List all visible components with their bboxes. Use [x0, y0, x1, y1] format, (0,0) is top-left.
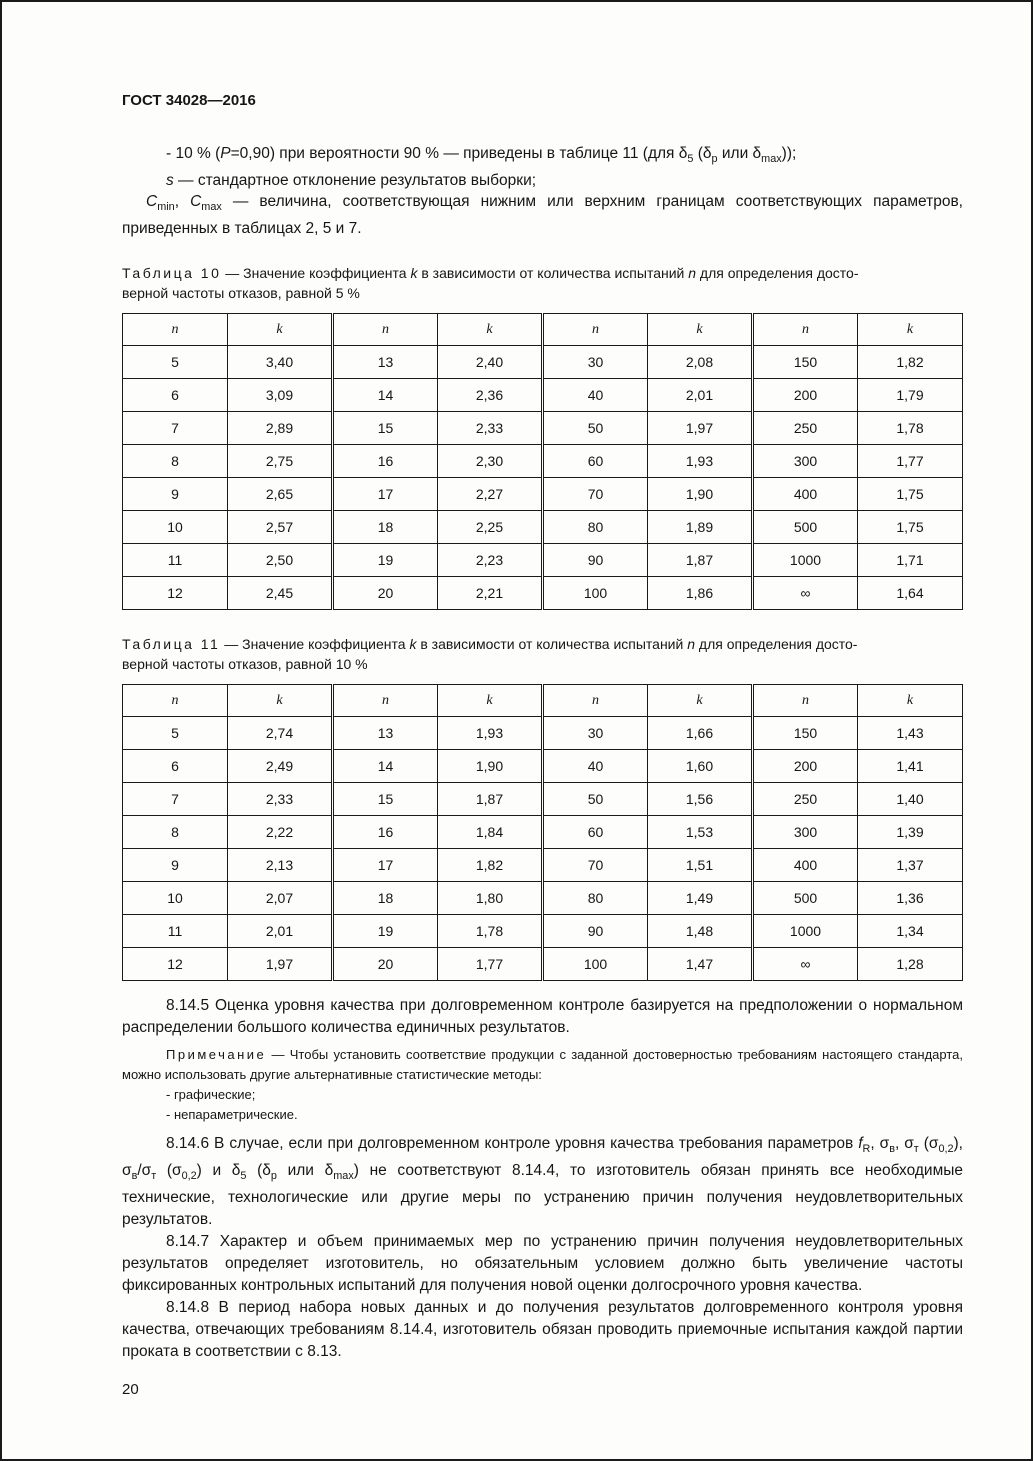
table-cell: 10 — [123, 882, 228, 915]
intro-line-probability: - 10 % (P=0,90) при вероятности 90 % — приведены в таблице 11 (для $\delta_5$ ($\delta_р$ или $\delta_{max}$)); — [166, 145, 797, 166]
table-cell: 1,93 — [438, 717, 543, 750]
table-cell: 2,33 — [228, 783, 333, 816]
column-header-cell: k — [648, 685, 753, 717]
paragraph-8-14-8: 8.14.8 В период набора новых данных и до получения результатов долговременного контроля уровня качества, отвечающих требованиям 8.14.4, изготовитель обязан проводить приемочные испытания каждой партии проката в соответствии с 8.13. — [122, 1299, 963, 1361]
table-cell: 150 — [753, 346, 858, 379]
page-content — [2, 2, 1031, 1398]
table-cell: 1,87 — [438, 783, 543, 816]
table-cell: 1,47 — [648, 948, 753, 981]
table-cell: 2,89 — [228, 412, 333, 445]
column-header-cell: k — [858, 685, 963, 717]
table-cell: 2,45 — [228, 577, 333, 610]
table-cell: 1,40 — [858, 783, 963, 816]
table-cell: 400 — [753, 478, 858, 511]
table-cell: 16 — [333, 445, 438, 478]
table-cell: 13 — [333, 346, 438, 379]
paragraph-8-14-6: 8.14.6 В случае, если при долговременном контроле уровня качества требования параметров $f_R$, $\sigma_в$, $\sigma_т$ $(\sigma_{0,2})$, $\sigma_в/\sigma_т$ $(\sigma_{0,2})$ и $\delta_5$ ($\delta_р$ или $\delta_{max}$) не соответствуют 8.14.4, то изготовитель обязан принять все необходимые технические, технологические или другие меры по устранению причин получения неудовлетворительных результатов. — [122, 1135, 963, 1229]
table-header-row — [123, 314, 963, 346]
table-cell: 6 — [123, 379, 228, 412]
column-header-cell: k — [228, 314, 333, 346]
table-cell: 19 — [333, 544, 438, 577]
column-header-cell: k — [438, 685, 543, 717]
table-cell: 2,33 — [438, 412, 543, 445]
table-cell: 19 — [333, 915, 438, 948]
table-cell: 40 — [543, 379, 648, 412]
table-cell: 2,57 — [228, 511, 333, 544]
column-header-cell: k — [438, 314, 543, 346]
table-cell: 60 — [543, 445, 648, 478]
table10-caption-text: — Значение коэффициента k в зависимости от количества испытаний n для определения досто- верной частоты отказов, равной 5 % — [122, 265, 859, 302]
intro-block — [122, 143, 963, 239]
table-cell: 1,39 — [858, 816, 963, 849]
note-label: Примечание — [166, 1047, 267, 1063]
table-cell: 90 — [543, 544, 648, 577]
column-header-cell: n — [123, 685, 228, 717]
table-cell: 2,23 — [438, 544, 543, 577]
table-cell: 2,49 — [228, 750, 333, 783]
table-cell: 1,64 — [858, 577, 963, 610]
table-cell: 2,30 — [438, 445, 543, 478]
table-cell: 1,60 — [648, 750, 753, 783]
note-paragraph — [122, 1045, 963, 1085]
table-cell: 2,36 — [438, 379, 543, 412]
intro-line-deviation: s — стандартное отклонение результатов выборки; — [166, 172, 537, 190]
table11 — [122, 684, 963, 981]
table-row — [123, 445, 963, 478]
table-cell: 1000 — [753, 544, 858, 577]
table-cell: 1,34 — [858, 915, 963, 948]
table-cell: 150 — [753, 717, 858, 750]
table-cell: 1,43 — [858, 717, 963, 750]
table-header-row — [123, 685, 963, 717]
note-item-graphic: - графические; — [166, 1087, 256, 1103]
table-cell: 18 — [333, 882, 438, 915]
paragraph-8-14-5: 8.14.5 Оценка уровня качества при долговременном контроле базируется на предположении о нормальном распределении большого количества единичных результатов. — [122, 997, 963, 1037]
table-cell: 7 — [123, 412, 228, 445]
table-cell: 3,09 — [228, 379, 333, 412]
table-cell: 1,97 — [648, 412, 753, 445]
table-cell: 8 — [123, 816, 228, 849]
table-cell: 2,01 — [228, 915, 333, 948]
table-cell: 2,74 — [228, 717, 333, 750]
table-cell: 1,49 — [648, 882, 753, 915]
table-row — [123, 750, 963, 783]
table-cell: 7 — [123, 783, 228, 816]
table-cell: 1,87 — [648, 544, 753, 577]
table-cell: 15 — [333, 783, 438, 816]
table-cell: 60 — [543, 816, 648, 849]
table-cell: 1,82 — [438, 849, 543, 882]
table-cell: 80 — [543, 511, 648, 544]
table-cell: 1,53 — [648, 816, 753, 849]
table-row — [123, 717, 963, 750]
table-cell: 50 — [543, 783, 648, 816]
table-row — [123, 915, 963, 948]
column-header-cell: n — [543, 685, 648, 717]
table-cell: 80 — [543, 882, 648, 915]
table10 — [122, 313, 963, 610]
table-cell: 15 — [333, 412, 438, 445]
table-cell: 1,71 — [858, 544, 963, 577]
table-cell: 1,79 — [858, 379, 963, 412]
table-cell: 1,56 — [648, 783, 753, 816]
table-cell: 14 — [333, 379, 438, 412]
table-cell: 1,89 — [648, 511, 753, 544]
table-cell: 300 — [753, 445, 858, 478]
table-cell: 50 — [543, 412, 648, 445]
table-row — [123, 577, 963, 610]
table-cell: 5 — [123, 717, 228, 750]
table-cell: 70 — [543, 849, 648, 882]
table-cell: 200 — [753, 750, 858, 783]
table-cell: 500 — [753, 882, 858, 915]
table-cell: 17 — [333, 849, 438, 882]
table-cell: 1,77 — [438, 948, 543, 981]
table-cell: 14 — [333, 750, 438, 783]
table-cell: 1,36 — [858, 882, 963, 915]
table-row — [123, 882, 963, 915]
table-cell: 1,90 — [648, 478, 753, 511]
table-cell: 9 — [123, 849, 228, 882]
table-cell: 17 — [333, 478, 438, 511]
table-cell: 6 — [123, 750, 228, 783]
table-row — [123, 816, 963, 849]
table-row — [123, 544, 963, 577]
table-cell: 1,86 — [648, 577, 753, 610]
table-cell: 250 — [753, 783, 858, 816]
table-cell: 30 — [543, 717, 648, 750]
table-cell: 20 — [333, 948, 438, 981]
table-cell: 2,40 — [438, 346, 543, 379]
table-cell: 9 — [123, 478, 228, 511]
table-cell: 40 — [543, 750, 648, 783]
note-block — [122, 1045, 963, 1125]
table-cell: 100 — [543, 948, 648, 981]
table10-caption — [122, 263, 963, 303]
column-header-cell: n — [333, 314, 438, 346]
table-cell: 3,40 — [228, 346, 333, 379]
table-row — [123, 849, 963, 882]
table-cell: ∞ — [753, 577, 858, 610]
table-cell: 11 — [123, 915, 228, 948]
table-cell: 1,28 — [858, 948, 963, 981]
table-cell: 5 — [123, 346, 228, 379]
table-row — [123, 412, 963, 445]
table-cell: 1,78 — [858, 412, 963, 445]
column-header-cell: k — [858, 314, 963, 346]
table-cell: 200 — [753, 379, 858, 412]
column-header-cell: k — [228, 685, 333, 717]
table-cell: 2,22 — [228, 816, 333, 849]
table-cell: 1,77 — [858, 445, 963, 478]
table-cell: 20 — [333, 577, 438, 610]
table-cell: 1,75 — [858, 478, 963, 511]
table-cell: 1,51 — [648, 849, 753, 882]
table-cell: 500 — [753, 511, 858, 544]
paragraph-8-14-7: 8.14.7 Характер и объем принимаемых мер по устранению причин получения неудовлетворительных результатов определяет изготовитель, но обязательным условием должно быть увеличение частоты фиксированных контрольных испытаний для получения новой оценки долгосрочного уровня качества. — [122, 1233, 963, 1295]
table-cell: 2,65 — [228, 478, 333, 511]
table-cell: 2,75 — [228, 445, 333, 478]
table-cell: 1,37 — [858, 849, 963, 882]
table-cell: 1,41 — [858, 750, 963, 783]
table-cell: 400 — [753, 849, 858, 882]
table-row — [123, 948, 963, 981]
table-cell: 1,97 — [228, 948, 333, 981]
table-cell: 100 — [543, 577, 648, 610]
note-text: — Чтобы установить соответствие продукции с заданной достоверностью требованиям настоящего стандарта, можно использовать другие альтернативные статистические методы: — [122, 1047, 963, 1083]
table-cell: ∞ — [753, 948, 858, 981]
table-row — [123, 379, 963, 412]
table-cell: 1,48 — [648, 915, 753, 948]
table-cell: 1,90 — [438, 750, 543, 783]
table-cell: 2,07 — [228, 882, 333, 915]
column-header-cell: k — [648, 314, 753, 346]
table-cell: 1,75 — [858, 511, 963, 544]
table-cell: 18 — [333, 511, 438, 544]
column-header-cell: n — [753, 314, 858, 346]
table-cell: 1000 — [753, 915, 858, 948]
table-cell: 1,78 — [438, 915, 543, 948]
table11-caption-label: Таблица 11 — [122, 636, 221, 653]
table-cell: 250 — [753, 412, 858, 445]
table-cell: 1,66 — [648, 717, 753, 750]
table-cell: 2,01 — [648, 379, 753, 412]
table-cell: 12 — [123, 577, 228, 610]
table11-caption-text: — Значение коэффициента k в зависимости от количества испытаний n для определения досто- верной частоты отказов, равной 10 % — [122, 636, 858, 673]
column-header-cell: n — [333, 685, 438, 717]
table-cell: 1,84 — [438, 816, 543, 849]
table-cell: 2,25 — [438, 511, 543, 544]
table-cell: 300 — [753, 816, 858, 849]
page-number: 20 — [122, 1381, 139, 1399]
table-cell: 70 — [543, 478, 648, 511]
table-cell: 11 — [123, 544, 228, 577]
table-cell: 2,50 — [228, 544, 333, 577]
table11-caption — [122, 634, 963, 674]
table-row — [123, 478, 963, 511]
column-header-cell: n — [123, 314, 228, 346]
table-row — [123, 783, 963, 816]
table-cell: 2,27 — [438, 478, 543, 511]
table-cell: 30 — [543, 346, 648, 379]
table-row — [123, 511, 963, 544]
table-cell: 1,80 — [438, 882, 543, 915]
table-row — [123, 346, 963, 379]
table-cell: 8 — [123, 445, 228, 478]
note-item-nonparametric: - непараметрические. — [166, 1107, 298, 1123]
column-header-cell: n — [753, 685, 858, 717]
table-cell: 13 — [333, 717, 438, 750]
table-cell: 10 — [123, 511, 228, 544]
column-header-cell: n — [543, 314, 648, 346]
intro-line-cmin-cmax: $C_{min}$, $C_{max}$ — величина, соответствующая нижним или верхним границам соответствующих параметров, приведенных в таблицах 2, 5 и 7. — [122, 193, 963, 238]
table-cell: 1,93 — [648, 445, 753, 478]
document-title: ГОСТ 34028—2016 — [122, 92, 256, 109]
table-cell: 1,82 — [858, 346, 963, 379]
table10-caption-label: Таблица 10 — [122, 265, 222, 282]
table-cell: 2,13 — [228, 849, 333, 882]
table-cell: 12 — [123, 948, 228, 981]
table-cell: 90 — [543, 915, 648, 948]
table-cell: 2,21 — [438, 577, 543, 610]
table-cell: 16 — [333, 816, 438, 849]
table-cell: 2,08 — [648, 346, 753, 379]
